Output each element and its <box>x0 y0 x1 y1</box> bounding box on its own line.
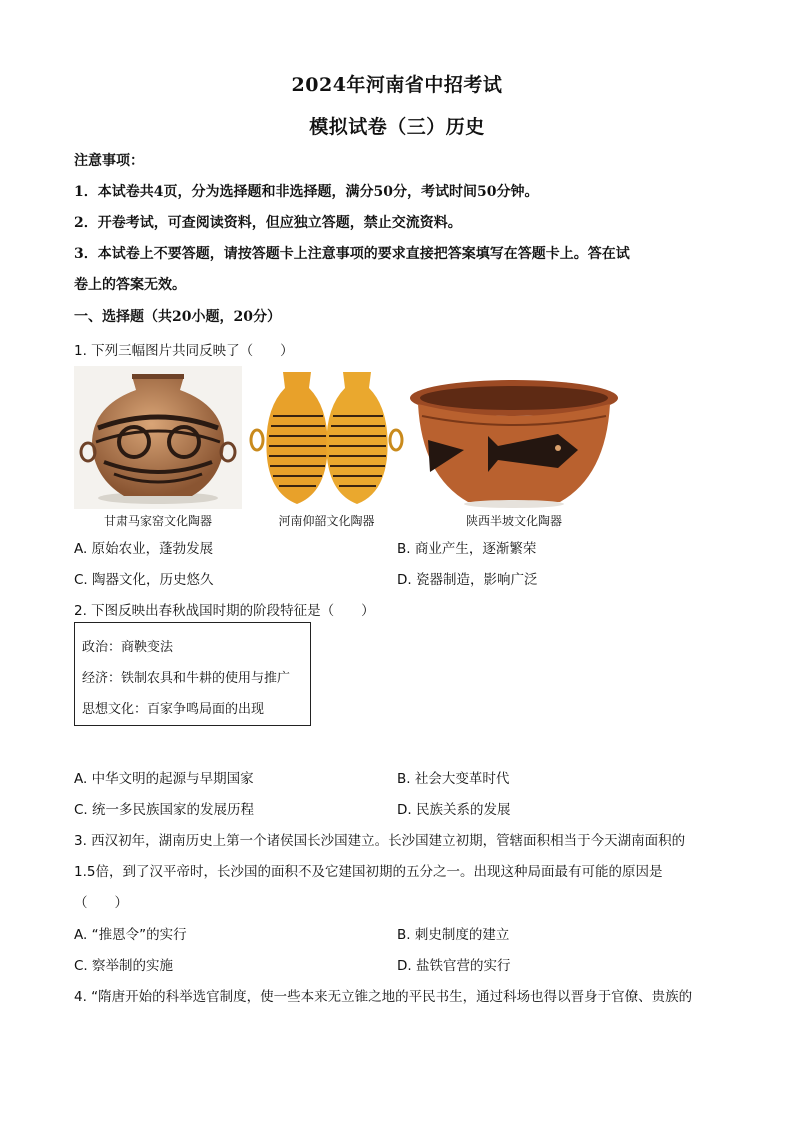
q1-option-d: D. 瓷器制造，影响广泛 <box>397 572 538 588</box>
q1-option-b: B. 商业产生，逐渐繁荣 <box>397 541 537 557</box>
q2-option-b: B. 社会大变革时代 <box>397 771 510 787</box>
q2-box-politics: 政治：商鞅变法 <box>82 640 174 655</box>
note-item-2: 2．开卷考试，可查阅读资料，但应独立答题，禁止交流资料。 <box>74 215 462 231</box>
q1-option-c: C. 陶器文化，历史悠久 <box>74 572 214 588</box>
banpo-pottery-image <box>408 376 620 509</box>
note-item-1: 1．本试卷共4页，分为选择题和非选择题，满分50分，考试时间50分钟。 <box>74 184 539 200</box>
q4-stem: 4. “隋唐开始的科举选官制度，使一些本来无立锥之地的平民书生，通过科场也得以晋身于官僚、贵族的 <box>74 989 693 1005</box>
exam-subtitle: 模拟试卷（三）历史 <box>309 116 485 138</box>
section-heading: 一、选择题（共20小题，20分） <box>74 309 281 325</box>
q1-stem: 1. 下列三幅图片共同反映了（ ） <box>74 343 294 359</box>
caption-banpo: 陕西半坡文化陶器 <box>465 514 562 528</box>
q3-stem-line-1: 3. 西汉初年，湖南历史上第一个诸侯国长沙国建立。长沙国建立初期，管辖面积相当于今天湖南面积的 <box>74 833 686 849</box>
q3-option-a: A. “推恩令”的实行 <box>74 927 187 943</box>
q2-box-culture: 思想文化：百家争鸣局面的出现 <box>82 702 265 717</box>
q2-stem: 2. 下图反映出春秋战国时期的阶段特征是（ ） <box>74 603 375 619</box>
q2-info-box <box>74 622 311 726</box>
yangshao-pottery-image <box>249 366 404 509</box>
q2-option-a: A. 中华文明的起源与早期国家 <box>74 771 254 787</box>
notes-heading: 注意事项： <box>74 153 144 169</box>
q2-box-economy: 经济：铁制农具和牛耕的使用与推广 <box>82 671 291 686</box>
majiayao-pottery-image <box>74 366 242 509</box>
q2-option-d: D. 民族关系的发展 <box>397 802 511 818</box>
q3-option-c: C. 察举制的实施 <box>74 958 174 974</box>
q3-option-d: D. 盐铁官营的实行 <box>397 958 511 974</box>
q3-option-b: B. 刺史制度的建立 <box>397 927 510 943</box>
q3-stem-line-2: 1.5倍，到了汉平帝时，长沙国的面积不及它建国初期的五分之一。出现这种局面最有可能的原因是 <box>74 864 663 880</box>
q2-option-c: C. 统一多民族国家的发展历程 <box>74 802 255 818</box>
note-item-3-cont: 卷上的答案无效。 <box>74 277 186 293</box>
caption-yangshao: 河南仰韶文化陶器 <box>278 514 375 528</box>
note-item-3: 3．本试卷上不要答题，请按答题卡上注意事项的要求直接把答案填写在答题卡上。答在试 <box>74 246 630 262</box>
exam-title: 2024年河南省中招考试 <box>291 74 503 96</box>
q1-option-a: A. 原始农业，蓬勃发展 <box>74 541 214 557</box>
q3-stem-line-3: （ ） <box>74 895 128 911</box>
caption-majiayao: 甘肃马家窑文化陶器 <box>103 514 212 528</box>
